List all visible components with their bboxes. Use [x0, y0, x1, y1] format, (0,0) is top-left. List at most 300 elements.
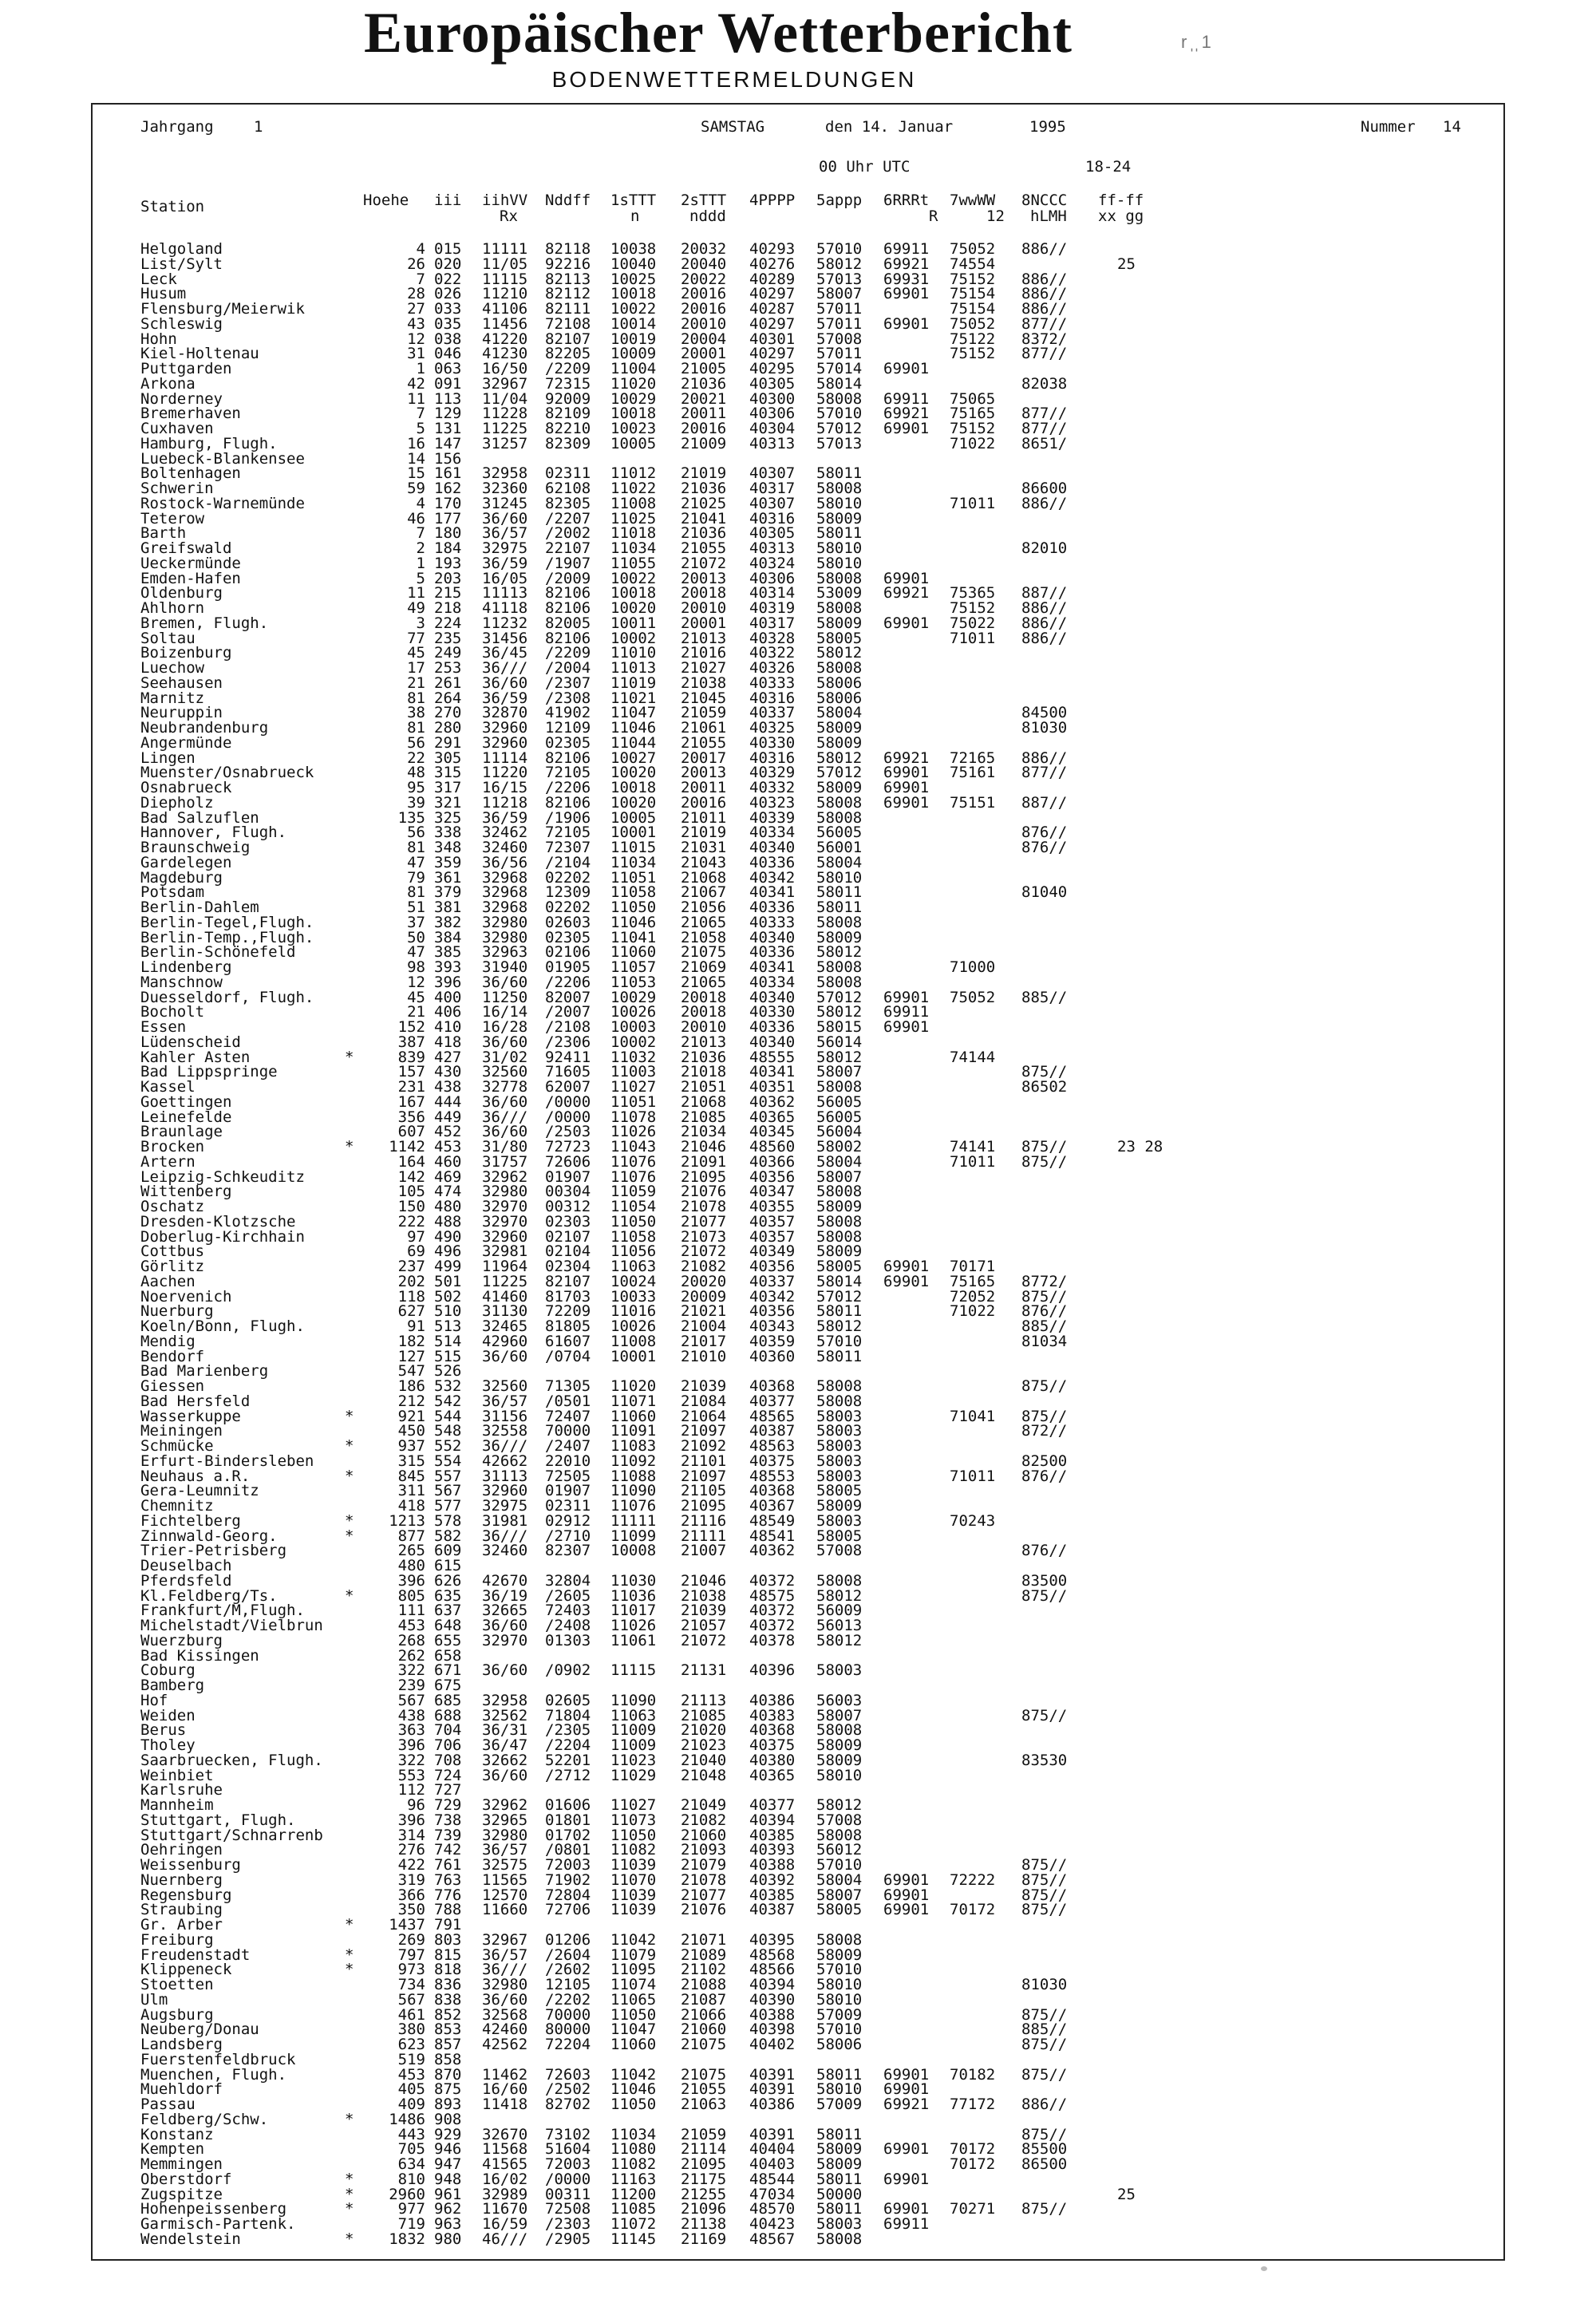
- cell-hoehe: 77: [407, 629, 425, 647]
- cell-1sttt: 11025: [610, 509, 657, 527]
- cell-6rrrt: 69921: [883, 2096, 930, 2113]
- cell-2sttt: 20001: [681, 345, 727, 363]
- cell-hoehe: 231: [397, 1078, 425, 1096]
- cell-station: Wasserkuppe: [140, 1407, 241, 1425]
- cell-station: Kempten: [140, 2140, 205, 2159]
- cell-iihvv: 32960: [482, 1227, 528, 1246]
- cell-nddff: 02605: [545, 1691, 591, 1709]
- cell-hoehe: 11: [407, 584, 425, 602]
- cell-8nccc: 875//: [1021, 2065, 1068, 2084]
- cell-nddff: /2007: [545, 1003, 591, 1021]
- cell-5appp: 56012: [816, 1841, 863, 1859]
- cell-station: Schmücke: [140, 1437, 214, 1455]
- cell-iii: 510: [434, 1302, 462, 1321]
- cell-station: Berlin-Schönefeld: [140, 943, 296, 962]
- cell-iii: 567: [434, 1482, 462, 1500]
- cell-4pppp: 40330: [749, 1003, 796, 1021]
- cell-8nccc: 886//: [1021, 614, 1068, 632]
- cell-station: Neuberg/Donau: [140, 2021, 259, 2039]
- cell-station: Braunlage: [140, 1123, 223, 1141]
- cell-station: Hof: [140, 1691, 168, 1709]
- cell-8nccc: 875//: [1021, 1901, 1068, 1919]
- cell-4pppp: 40341: [749, 1063, 796, 1081]
- cell-5appp: 58012: [816, 1796, 863, 1814]
- cell-iihvv: 31456: [482, 629, 528, 647]
- cell-4pppp: 40359: [749, 1332, 796, 1350]
- cell-station: Essen: [140, 1018, 187, 1036]
- cell-5appp: 58008: [816, 1721, 863, 1740]
- cell-iii: 688: [434, 1706, 462, 1724]
- cell-5appp: 57014: [816, 360, 863, 377]
- cell-2sttt: 20017: [681, 749, 727, 767]
- cell-8nccc: 875//: [1021, 1152, 1068, 1171]
- cell-iihvv: 36/60: [482, 1123, 528, 1141]
- cell-nddff: 02305: [545, 733, 591, 752]
- cell-iii: 514: [434, 1332, 462, 1350]
- cell-1sttt: 11095: [610, 1961, 657, 1979]
- cell-nddff: 82107: [545, 330, 591, 348]
- cell-hoehe: 12: [407, 330, 425, 348]
- cell-hoehe: 164: [397, 1152, 425, 1171]
- cell-2sttt: 21175: [681, 2170, 727, 2188]
- cell-hoehe: 937: [397, 1437, 425, 1455]
- cell-2sttt: 20013: [681, 764, 727, 782]
- cell-1sttt: 11055: [610, 554, 657, 572]
- cell-8nccc: 872//: [1021, 1422, 1068, 1440]
- cell-station: Cuxhaven: [140, 420, 214, 437]
- cell-2sttt: 21016: [681, 644, 727, 662]
- cell-8nccc: 86500: [1021, 2155, 1068, 2173]
- cell-2sttt: 21065: [681, 913, 727, 931]
- cell-iihvv: 32958: [482, 1691, 528, 1709]
- cell-iii: 091: [434, 374, 462, 393]
- cell-iii: 438: [434, 1078, 462, 1096]
- cell-6rrrt: 69921: [883, 584, 930, 602]
- cell-station: Diepholz: [140, 793, 214, 812]
- cell-1sttt: 11019: [610, 674, 657, 692]
- cell-7wwww: 75365: [950, 584, 996, 602]
- cell-nddff: 22107: [545, 539, 591, 557]
- cell-station: Lindenberg: [140, 958, 232, 976]
- cell-5appp: 58012: [816, 1586, 863, 1605]
- cell-iihvv: 32980: [482, 1976, 528, 1993]
- cell-hoehe: 409: [397, 2096, 425, 2113]
- cell-4pppp: 40362: [749, 1542, 796, 1560]
- cell-5appp: 58012: [816, 255, 863, 273]
- cell-4pppp: 48553: [749, 1467, 796, 1485]
- cell-iihvv: 31257: [482, 434, 528, 452]
- cell-1sttt: 11050: [610, 2005, 657, 2024]
- cell-4pppp: 48566: [749, 1961, 796, 1979]
- cell-iii: 742: [434, 1841, 462, 1859]
- cell-station: Michelstadt/Vielbrun: [140, 1617, 323, 1634]
- cell-nddff: /0801: [545, 1841, 591, 1859]
- cell-alpine: *: [345, 1946, 354, 1964]
- cell-2sttt: 21020: [681, 1721, 727, 1740]
- cell-5appp: 58008: [816, 793, 863, 812]
- cell-5appp: 58007: [816, 1886, 863, 1904]
- cell-iii: 131: [434, 420, 462, 437]
- cell-4pppp: 40366: [749, 1152, 796, 1171]
- cell-station: Bocholt: [140, 1003, 205, 1021]
- cell-station: Weinbiet: [140, 1766, 214, 1784]
- cell-iii: 557: [434, 1467, 462, 1485]
- cell-4pppp: 40345: [749, 1123, 796, 1141]
- cell-4pppp: 40362: [749, 1092, 796, 1111]
- cell-2sttt: 21043: [681, 853, 727, 871]
- cell-2sttt: 21077: [681, 1886, 727, 1904]
- cell-8nccc: 83500: [1021, 1571, 1068, 1590]
- cell-6rrrt: 69911: [883, 2215, 930, 2233]
- cell-nddff: 82205: [545, 345, 591, 363]
- cell-hoehe: 91: [407, 1317, 425, 1335]
- cell-2sttt: 21066: [681, 2005, 727, 2024]
- table-row: [0, 1274, 1436, 1290]
- cell-8nccc: 877//: [1021, 314, 1068, 333]
- cell-nddff: 71605: [545, 1063, 591, 1081]
- cell-5appp: 57012: [816, 1287, 863, 1306]
- cell-nddff: /2209: [545, 644, 591, 662]
- cell-iihvv: 11114: [482, 749, 528, 767]
- cell-8nccc: 886//: [1021, 270, 1068, 288]
- cell-hoehe: 37: [407, 913, 425, 931]
- cell-hoehe: 42: [407, 374, 425, 393]
- cell-station: Cottbus: [140, 1242, 205, 1261]
- cell-hoehe: 237: [397, 1258, 425, 1275]
- cell-station: Schleswig: [140, 314, 223, 333]
- cell-4pppp: 40368: [749, 1377, 796, 1395]
- cell-iihvv: 11418: [482, 2096, 528, 2113]
- cell-iii: 685: [434, 1691, 462, 1709]
- cell-1sttt: 11020: [610, 374, 657, 393]
- cell-hoehe: 43: [407, 314, 425, 333]
- cell-4pppp: 40322: [749, 644, 796, 662]
- cell-4pppp: 40319: [749, 599, 796, 617]
- cell-iii: 962: [434, 2200, 462, 2218]
- cell-station: Weissenburg: [140, 1856, 241, 1874]
- cell-2sttt: 21065: [681, 973, 727, 991]
- cell-2sttt: 21049: [681, 1796, 727, 1814]
- cell-7wwww: 75151: [950, 793, 996, 812]
- cell-iii: 552: [434, 1437, 462, 1455]
- cell-1sttt: 11044: [610, 733, 657, 752]
- cell-hoehe: 450: [397, 1422, 425, 1440]
- cell-5appp: 57011: [816, 300, 863, 318]
- cell-iihvv: 32975: [482, 1497, 528, 1515]
- cell-station: Stuttgart/Schnarrenb: [140, 1826, 323, 1844]
- cell-2sttt: 20016: [681, 420, 727, 437]
- cell-4pppp: 40316: [749, 509, 796, 527]
- cell-5appp: 58008: [816, 1377, 863, 1395]
- cell-iii: 499: [434, 1258, 462, 1275]
- cell-2sttt: 21075: [681, 943, 727, 962]
- cell-station: Noervenich: [140, 1287, 232, 1306]
- cell-station: Feldberg/Schw.: [140, 2110, 269, 2128]
- cell-nddff: 72603: [545, 2065, 591, 2084]
- cell-1sttt: 10026: [610, 1003, 657, 1021]
- cell-5appp: 58009: [816, 1736, 863, 1754]
- cell-5appp: 58004: [816, 1870, 863, 1889]
- cell-hoehe: 7: [416, 405, 425, 423]
- cell-8nccc: 886//: [1021, 599, 1068, 617]
- cell-hoehe: 14: [407, 449, 425, 468]
- cell-4pppp: 40377: [749, 1392, 796, 1410]
- cell-4pppp: 40342: [749, 868, 796, 887]
- cell-hoehe: 157: [397, 1063, 425, 1081]
- cell-8nccc: 885//: [1021, 2021, 1068, 2039]
- cell-iii: 384: [434, 928, 462, 946]
- cell-7wwww: 75065: [950, 389, 996, 408]
- cell-2sttt: 21088: [681, 1976, 727, 1993]
- cell-1sttt: 11080: [610, 2140, 657, 2159]
- cell-7wwww: 75152: [950, 270, 996, 288]
- cell-hoehe: 921: [397, 1407, 425, 1425]
- cell-5appp: 58009: [816, 2155, 863, 2173]
- table-row: [0, 676, 1436, 691]
- cell-5appp: 58003: [816, 1437, 863, 1455]
- cell-nddff: 82106: [545, 584, 591, 602]
- cell-4pppp: 40391: [749, 2125, 796, 2143]
- cell-5appp: 57008: [816, 1811, 863, 1829]
- cell-iihvv: 31156: [482, 1407, 528, 1425]
- cell-iii: 761: [434, 1856, 462, 1874]
- cell-8nccc: 887//: [1021, 793, 1068, 812]
- cell-iii: 381: [434, 899, 462, 916]
- cell-hoehe: 111: [397, 1602, 425, 1620]
- cell-iii: 893: [434, 2096, 462, 2113]
- cell-nddff: /2108: [545, 1018, 591, 1036]
- cell-5appp: 56003: [816, 1691, 863, 1709]
- col-iihvv: iihVV: [482, 192, 528, 209]
- cell-iii: 513: [434, 1317, 462, 1335]
- cell-station: Ueckermünde: [140, 554, 241, 572]
- cell-nddff: 70000: [545, 2005, 591, 2024]
- table-row: [0, 975, 1436, 990]
- cell-1sttt: 11034: [610, 2125, 657, 2143]
- cell-2sttt: 21114: [681, 2140, 727, 2159]
- cell-1sttt: 11046: [610, 913, 657, 931]
- cell-1sttt: 11015: [610, 839, 657, 856]
- cell-1sttt: 11042: [610, 1930, 657, 1949]
- cell-hoehe: 634: [397, 2155, 425, 2173]
- table-row: [0, 1930, 1436, 1949]
- cell-hoehe: 81: [407, 689, 425, 707]
- cell-station: Passau: [140, 2096, 196, 2113]
- cell-nddff: 72706: [545, 1901, 591, 1919]
- cell-4pppp: 40402: [749, 2036, 796, 2053]
- cell-1sttt: 11082: [610, 2155, 657, 2173]
- cell-alpine: *: [345, 1961, 354, 1979]
- cell-hoehe: 319: [397, 1870, 425, 1889]
- cell-5appp: 58009: [816, 928, 863, 946]
- cell-1sttt: 11010: [610, 644, 657, 662]
- cell-1sttt: 11009: [610, 1721, 657, 1740]
- cell-2sttt: 21102: [681, 1961, 727, 1979]
- corner-mark: r ̩ ̩ 1: [1181, 32, 1211, 52]
- cell-4pppp: 40394: [749, 1811, 796, 1829]
- cell-1sttt: 11083: [610, 1437, 657, 1455]
- cell-5appp: 58002: [816, 1138, 863, 1155]
- cell-8nccc: 886//: [1021, 2096, 1068, 2113]
- cell-nddff: 02106: [545, 943, 591, 962]
- cell-iii: 170: [434, 494, 462, 512]
- cell-iihvv: 32560: [482, 1377, 528, 1395]
- cell-iihvv: 31/80: [482, 1138, 528, 1155]
- cell-7wwww: 72165: [950, 749, 996, 767]
- table-row: [0, 1633, 1436, 1649]
- cell-2sttt: 21076: [681, 1183, 727, 1201]
- cell-1sttt: 10018: [610, 405, 657, 423]
- cell-station: Lüdenscheid: [140, 1033, 241, 1051]
- cell-5appp: 58003: [816, 1452, 863, 1470]
- cell-hoehe: 1832: [389, 2230, 425, 2248]
- cell-iii: 224: [434, 614, 462, 632]
- cell-nddff: 82113: [545, 270, 591, 288]
- cell-4pppp: 40372: [749, 1602, 796, 1620]
- cell-hoehe: 51: [407, 899, 425, 916]
- cell-hoehe: 315: [397, 1452, 425, 1470]
- cell-2sttt: 21113: [681, 1691, 727, 1709]
- cell-nddff: 72003: [545, 1856, 591, 1874]
- cell-iihvv: 16/02: [482, 2170, 528, 2188]
- cell-iii: 671: [434, 1661, 462, 1680]
- cell-2sttt: 20010: [681, 1018, 727, 1036]
- col-7wwww: 7wwWW: [950, 192, 996, 209]
- cell-iihvv: 36/59: [482, 554, 528, 572]
- cell-2sttt: 21096: [681, 2200, 727, 2218]
- cell-4pppp: 40356: [749, 1167, 796, 1186]
- cell-7wwww: 71041: [950, 1407, 996, 1425]
- cell-8nccc: 885//: [1021, 988, 1068, 1006]
- cell-hoehe: 269: [397, 1930, 425, 1949]
- cell-iii: 706: [434, 1736, 462, 1754]
- cell-hoehe: 396: [397, 1811, 425, 1829]
- cell-nddff: 81805: [545, 1317, 591, 1335]
- cell-4pppp: 48565: [749, 1407, 796, 1425]
- cell-4pppp: 40313: [749, 434, 796, 452]
- cell-alpine: *: [345, 1407, 354, 1425]
- cell-7wwww: 71011: [950, 629, 996, 647]
- cell-station: Artern: [140, 1152, 196, 1171]
- cell-4pppp: 40306: [749, 569, 796, 587]
- cell-1sttt: 11076: [610, 1497, 657, 1515]
- cell-8nccc: 82500: [1021, 1452, 1068, 1470]
- cell-4pppp: 40336: [749, 899, 796, 916]
- cell-2sttt: 21068: [681, 868, 727, 887]
- cell-iii: 515: [434, 1347, 462, 1365]
- cell-8nccc: 8372/: [1021, 330, 1068, 348]
- cell-station: Memmingen: [140, 2155, 223, 2173]
- col-1sttt-sub: n: [630, 207, 640, 225]
- cell-iihvv: 36///: [482, 1437, 528, 1455]
- cell-7wwww: 71022: [950, 1302, 996, 1321]
- cell-nddff: /2712: [545, 1766, 591, 1784]
- cell-2sttt: 21067: [681, 883, 727, 902]
- table-row: [0, 1870, 1436, 1889]
- cell-4pppp: 47034: [749, 2185, 796, 2203]
- cell-station: Kassel: [140, 1078, 196, 1096]
- cell-2sttt: 21075: [681, 2036, 727, 2053]
- cell-8nccc: 876//: [1021, 839, 1068, 856]
- cell-6rrrt: 69901: [883, 285, 930, 303]
- cell-station: Fuerstenfeldbruck: [140, 2050, 296, 2068]
- cell-1sttt: 11034: [610, 853, 657, 871]
- cell-4pppp: 40351: [749, 1078, 796, 1096]
- cell-2sttt: 20018: [681, 584, 727, 602]
- cell-station: Hamburg, Flugh.: [140, 434, 278, 452]
- cell-iii: 836: [434, 1976, 462, 1993]
- cell-1sttt: 11023: [610, 1751, 657, 1769]
- cell-4pppp: 40336: [749, 853, 796, 871]
- cell-nddff: 02912: [545, 1511, 591, 1530]
- cell-1sttt: 10008: [610, 1542, 657, 1560]
- cell-iii: 305: [434, 749, 462, 767]
- cell-hoehe: 127: [397, 1347, 425, 1365]
- cell-2sttt: 21116: [681, 1511, 727, 1530]
- cell-hoehe: 810: [397, 2170, 425, 2188]
- cell-nddff: 12109: [545, 719, 591, 737]
- cell-iihvv: 32967: [482, 1930, 528, 1949]
- cell-nddff: 01907: [545, 1167, 591, 1186]
- cell-5appp: 58008: [816, 1930, 863, 1949]
- cell-nddff: 73102: [545, 2125, 591, 2143]
- cell-iii: 708: [434, 1751, 462, 1769]
- cell-iihvv: 32960: [482, 733, 528, 752]
- col-4pppp: 4PPPP: [749, 192, 796, 209]
- cell-1sttt: 11029: [610, 1766, 657, 1784]
- cell-hoehe: 1: [416, 360, 425, 377]
- cell-4pppp: 40329: [749, 764, 796, 782]
- cell-iii: 026: [434, 285, 462, 303]
- cell-iii: 544: [434, 1407, 462, 1425]
- nummer-label: Nummer: [1361, 118, 1416, 136]
- cell-iihvv: 11565: [482, 1870, 528, 1889]
- cell-2sttt: 21082: [681, 1811, 727, 1829]
- cell-station: Seehausen: [140, 674, 223, 692]
- cell-iihvv: 31940: [482, 958, 528, 976]
- cell-1sttt: 11050: [610, 899, 657, 916]
- cell-6rrrt: 69901: [883, 2080, 930, 2099]
- cell-iihvv: 36/60: [482, 1033, 528, 1051]
- cell-iii: 325: [434, 808, 462, 827]
- cell-2sttt: 21085: [681, 1108, 727, 1126]
- cell-4pppp: 40314: [749, 584, 796, 602]
- cell-1sttt: 11027: [610, 1796, 657, 1814]
- cell-hoehe: 719: [397, 2215, 425, 2233]
- cell-ffff: 25: [1117, 2185, 1136, 2203]
- cell-iihvv: 32968: [482, 868, 528, 887]
- cell-iihvv: 32960: [482, 719, 528, 737]
- cell-hoehe: 265: [397, 1542, 425, 1560]
- cell-1sttt: 11020: [610, 1377, 657, 1395]
- cell-1sttt: 10018: [610, 779, 657, 796]
- cell-8nccc: 875//: [1021, 1870, 1068, 1889]
- cell-iihvv: 12570: [482, 1886, 528, 1904]
- cell-hoehe: 7: [416, 270, 425, 288]
- cell-8nccc: 877//: [1021, 405, 1068, 423]
- cell-4pppp: 40378: [749, 1631, 796, 1649]
- cell-iihvv: 32465: [482, 1317, 528, 1335]
- table-row: [0, 1212, 1436, 1231]
- cell-hoehe: 387: [397, 1033, 425, 1051]
- cell-5appp: 58011: [816, 524, 863, 543]
- cell-hoehe: 15: [407, 464, 425, 483]
- cell-4pppp: 40325: [749, 719, 796, 737]
- cell-iihvv: 42960: [482, 1332, 528, 1350]
- cell-4pppp: 40386: [749, 1691, 796, 1709]
- cell-iihvv: 36/57: [482, 1841, 528, 1859]
- cell-station: Leinefelde: [140, 1108, 232, 1126]
